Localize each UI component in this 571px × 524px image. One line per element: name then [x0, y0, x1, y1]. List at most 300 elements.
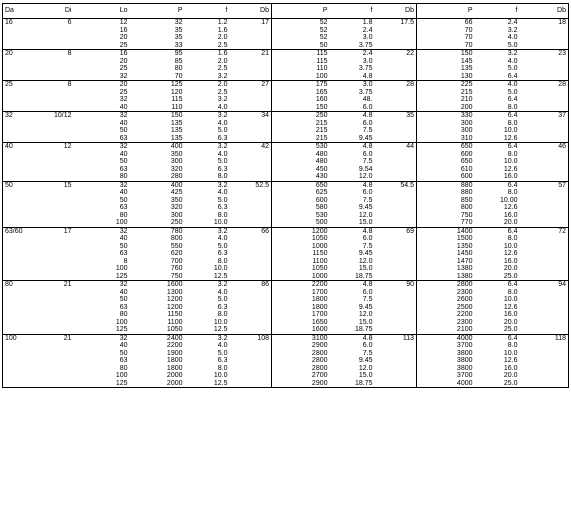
- cell-p3: [417, 181, 475, 227]
- cell-f3: [475, 334, 520, 388]
- cell-f3-value: 4.0: [507, 81, 518, 88]
- cell-f2-value: 9.45: [358, 204, 373, 211]
- cell-lo-value: 125: [115, 379, 128, 387]
- cell-f1-value: 8.0: [217, 211, 228, 219]
- spring-data-table: [2, 3, 569, 388]
- cell-di: [43, 143, 74, 182]
- cell-p2: [272, 19, 330, 50]
- cell-f1-value: 1.6: [217, 26, 228, 34]
- cell-p2-value: 530: [315, 143, 328, 150]
- cell-p1-value: 35: [174, 34, 183, 41]
- cell-db2-value: 90: [406, 281, 414, 288]
- cell-f2-value: 6.0: [362, 103, 373, 111]
- cell-lo-value: 63: [119, 250, 128, 257]
- cell-db2: [375, 143, 417, 182]
- cell-lo-value: 50: [119, 127, 128, 134]
- cell-p1-value: 1200: [166, 296, 183, 303]
- cell-p1-value: 135: [170, 127, 183, 134]
- cell-p1-value: 85: [174, 57, 183, 65]
- table-row-group: [3, 143, 569, 182]
- cell-db2-value: 17.5: [400, 19, 414, 26]
- cell-p3-value: 650: [460, 158, 473, 165]
- cell-p3-value: 3800: [456, 349, 473, 357]
- cell-p1-value: 95: [174, 50, 183, 57]
- cell-da: [3, 112, 43, 143]
- cell-lo: [74, 19, 130, 50]
- cell-f1-value: 3.2: [217, 281, 228, 288]
- cell-p3-value: 1450: [456, 250, 473, 257]
- cell-di-value: 10/12: [53, 112, 72, 119]
- cell-db2-value: 28: [406, 81, 414, 88]
- cell-f1-value: 6.3: [217, 204, 228, 211]
- cell-f1: [185, 19, 230, 50]
- cell-p2-value: 115: [316, 50, 328, 57]
- cell-lo-value: 80: [119, 211, 128, 219]
- cell-f2-value: 6.0: [362, 288, 373, 296]
- cell-f1-value: 8.0: [217, 364, 228, 372]
- cell-f3-value: 10.0: [503, 349, 518, 357]
- header-di: Di: [43, 4, 74, 19]
- cell-p1-value: 2000: [166, 372, 183, 379]
- cell-f1: [185, 81, 230, 112]
- cell-p2-value: 52: [319, 26, 328, 34]
- cell-p1-value: 320: [170, 204, 183, 211]
- cell-f3-value: 10.0: [503, 158, 518, 165]
- cell-db2: [375, 19, 417, 50]
- cell-f2-value: 2.4: [362, 50, 373, 57]
- cell-p1-value: 800: [170, 235, 183, 242]
- cell-f3-value: 8.0: [507, 342, 518, 349]
- cell-f3-value: 12.6: [503, 204, 518, 211]
- cell-p2-value: 2800: [311, 357, 328, 364]
- cell-p2-value: 2900: [311, 342, 328, 349]
- cell-lo-value: 32: [119, 181, 128, 189]
- cell-f2-value: 9.54: [358, 165, 373, 173]
- cell-di-value: 15: [63, 181, 72, 189]
- cell-p1-value: 70: [174, 72, 183, 80]
- cell-p2-value: 600: [315, 196, 328, 204]
- cell-lo: [74, 143, 130, 182]
- cell-f3-value: 6.4: [507, 143, 518, 150]
- cell-f2-value: 7.5: [362, 127, 373, 134]
- cell-p3-value: 210: [460, 96, 473, 103]
- cell-f1-value: 2.0: [217, 34, 228, 41]
- cell-p3-value: 2600: [456, 296, 473, 303]
- cell-f1-value: 2.5: [217, 65, 228, 72]
- cell-f3-value: 6.4: [507, 96, 518, 103]
- cell-p1-value: 1800: [166, 357, 183, 364]
- cell-di: [43, 334, 74, 388]
- cell-p3-value: 880: [460, 181, 473, 189]
- cell-di-value: 12: [63, 143, 72, 150]
- cell-db1: [230, 334, 272, 388]
- cell-lo-value: 125: [115, 326, 128, 333]
- cell-f2-value: 4.8: [362, 72, 373, 80]
- cell-f2-value: 12.0: [358, 173, 373, 180]
- cell-p1-value: 250: [170, 219, 183, 226]
- cell-f3-value: 10.0: [503, 296, 518, 303]
- cell-p2-value: 2200: [311, 281, 328, 288]
- header-db1: Db: [230, 4, 272, 19]
- cell-p3-value: 1400: [456, 227, 473, 235]
- cell-p3-value: 1470: [456, 257, 473, 265]
- cell-f2-value: 7.5: [362, 296, 373, 303]
- cell-db2: [375, 181, 417, 227]
- cell-p1-value: 32: [174, 19, 183, 26]
- cell-p3-value: 300: [460, 119, 473, 127]
- cell-p1-value: 400: [170, 143, 183, 150]
- cell-p2-value: 1000: [311, 272, 328, 280]
- cell-db2-value: 54.5: [400, 181, 414, 189]
- cell-f1-value: 2.0: [217, 81, 228, 88]
- cell-p1-value: 1600: [166, 281, 183, 288]
- cell-p3-value: 215: [460, 88, 473, 96]
- cell-p2-value: 100: [315, 72, 328, 80]
- cell-f1: [185, 112, 230, 143]
- cell-f3-value: 25.0: [503, 379, 518, 387]
- cell-lo-value: 40: [119, 119, 128, 127]
- cell-p3: [417, 112, 475, 143]
- cell-p1: [130, 19, 185, 50]
- cell-p2-value: 215: [315, 127, 328, 134]
- cell-p1-value: 300: [170, 211, 183, 219]
- cell-p2: [272, 281, 330, 335]
- cell-p3-value: 2300: [456, 318, 473, 326]
- cell-lo-value: 63: [119, 165, 128, 173]
- cell-lo-value: 63: [119, 303, 128, 311]
- cell-f1-value: 10.0: [213, 219, 228, 226]
- cell-p3: [417, 281, 475, 335]
- cell-lo-value: 32: [119, 96, 128, 103]
- cell-p2-value: 215: [315, 119, 328, 127]
- cell-f2-value: 12.0: [358, 364, 373, 372]
- cell-db1: [230, 19, 272, 50]
- cell-lo-value: 50: [119, 158, 128, 165]
- cell-p2-value: 480: [315, 150, 328, 158]
- cell-lo-value: 32: [119, 334, 128, 342]
- cell-p1: [130, 181, 185, 227]
- cell-f1-value: 12.5: [213, 272, 228, 280]
- cell-lo-value: 50: [119, 296, 128, 303]
- cell-db2-value: 22: [406, 50, 414, 57]
- cell-da-value: 80: [5, 281, 13, 288]
- cell-lo-value: 25: [119, 88, 128, 96]
- cell-db1-value: 52.5: [255, 181, 269, 189]
- cell-lo-value: 63: [119, 134, 128, 142]
- cell-f1-value: 5.0: [217, 158, 228, 165]
- cell-lo-value: 20: [119, 57, 128, 65]
- cell-lo-value: 40: [119, 342, 128, 349]
- cell-f2: [330, 281, 375, 335]
- cell-p3-value: 1500: [456, 235, 473, 242]
- header-f1: f: [185, 4, 230, 19]
- cell-p2-value: 2800: [311, 364, 328, 372]
- cell-p2-value: 625: [315, 189, 328, 196]
- cell-p1-value: 350: [170, 150, 183, 158]
- cell-p2-value: 160: [315, 96, 328, 103]
- cell-f3-value: 20.0: [503, 318, 518, 326]
- cell-db3-value: 118: [554, 334, 566, 342]
- cell-p2: [272, 81, 330, 112]
- cell-f3-value: 10.0: [503, 242, 518, 250]
- cell-p2-value: 1100: [312, 257, 328, 265]
- cell-f3-value: 6.4: [507, 181, 518, 189]
- cell-p3-value: 330: [460, 112, 473, 119]
- cell-f3-value: 4.0: [507, 57, 518, 65]
- cell-lo: [74, 81, 130, 112]
- cell-f1-value: 8.0: [217, 173, 228, 180]
- cell-p1-value: 620: [170, 250, 183, 257]
- cell-p1-value: 300: [170, 158, 183, 165]
- cell-db3: [520, 112, 569, 143]
- cell-p1: [130, 281, 185, 335]
- cell-da: [3, 81, 43, 112]
- cell-f1-value: 4.0: [217, 189, 228, 196]
- cell-lo-value: 32: [119, 227, 128, 235]
- cell-f2-value: 9.45: [358, 357, 373, 364]
- cell-p2-value: 1700: [311, 288, 328, 296]
- cell-f1: [185, 334, 230, 388]
- cell-db3: [520, 143, 569, 182]
- cell-p3-value: 130: [460, 72, 473, 80]
- cell-f1-value: 8.0: [217, 311, 228, 318]
- cell-f3-value: 12.6: [503, 250, 518, 257]
- cell-f2-value: 9.45: [358, 134, 373, 142]
- cell-lo-value: 63: [119, 357, 128, 364]
- cell-p2-value: 175: [315, 81, 328, 88]
- cell-da: [3, 281, 43, 335]
- cell-p3-value: 145: [460, 57, 473, 65]
- cell-p3-value: 225: [460, 81, 473, 88]
- cell-p3-value: 70: [464, 34, 473, 41]
- cell-f2: [330, 227, 375, 281]
- cell-lo-value: 20: [119, 81, 128, 88]
- cell-p2-value: 2700: [311, 372, 328, 379]
- cell-db1-value: 27: [261, 81, 269, 88]
- cell-p2: [272, 334, 330, 388]
- cell-f3-value: 8.0: [507, 103, 518, 111]
- cell-f2-value: 12.0: [358, 211, 373, 219]
- header-db3: Db: [520, 4, 569, 19]
- cell-lo-value: 32: [119, 112, 128, 119]
- cell-p1-value: 115: [171, 96, 183, 103]
- cell-lo-value: 12: [119, 19, 128, 26]
- cell-f1-value: 5.0: [217, 127, 228, 134]
- cell-f1-value: 3.2: [217, 96, 228, 103]
- cell-di: [43, 181, 74, 227]
- cell-f1: [185, 181, 230, 227]
- cell-p3-value: 800: [460, 204, 473, 211]
- cell-db2: [375, 50, 417, 81]
- cell-lo-value: 80: [119, 311, 128, 318]
- cell-db3-value: 23: [558, 50, 566, 57]
- cell-p1-value: 1800: [166, 364, 183, 372]
- cell-p2: [272, 227, 330, 281]
- cell-lo-value: 100: [115, 219, 128, 226]
- cell-db2-value: 44: [406, 143, 414, 150]
- cell-f2-value: 6.0: [362, 235, 373, 242]
- cell-lo-value: 80: [119, 173, 128, 180]
- table-row-group: [3, 181, 569, 227]
- cell-p1-value: 35: [174, 26, 183, 34]
- header-p2: P: [272, 4, 330, 19]
- cell-f2-value: 1.8: [362, 19, 373, 26]
- cell-db3-value: 18: [558, 19, 566, 26]
- cell-p2-value: 1800: [311, 296, 328, 303]
- cell-f3-value: 12.6: [503, 134, 518, 142]
- cell-da-value: 100: [5, 334, 17, 342]
- cell-p2-value: 250: [315, 112, 328, 119]
- cell-p3: [417, 81, 475, 112]
- cell-f3-value: 5.0: [507, 65, 518, 72]
- cell-lo-value: 40: [119, 288, 128, 296]
- cell-f1-value: 4.0: [217, 150, 228, 158]
- cell-db1-value: 86: [261, 281, 269, 288]
- cell-f1-value: 3.2: [217, 72, 228, 80]
- cell-db3-value: 28: [558, 81, 566, 88]
- cell-db1: [230, 112, 272, 143]
- cell-p2-value: 1000: [311, 242, 328, 250]
- cell-f1-value: 3.2: [217, 181, 228, 189]
- cell-p3-value: 1380: [456, 265, 473, 272]
- cell-db3: [520, 227, 569, 281]
- cell-p1-value: 1150: [167, 311, 183, 318]
- header-p1: P: [130, 4, 185, 19]
- cell-di-value: 8: [67, 50, 72, 57]
- cell-p1-value: 780: [170, 227, 183, 235]
- cell-lo-value: 50: [119, 242, 128, 250]
- cell-f3-value: 3.2: [507, 26, 518, 34]
- cell-p2-value: 1150: [312, 250, 328, 257]
- cell-p2-value: 1700: [311, 311, 328, 318]
- cell-da: [3, 50, 43, 81]
- cell-p2: [272, 143, 330, 182]
- cell-p1-value: 1200: [166, 303, 183, 311]
- cell-p2-value: 1650: [311, 318, 328, 326]
- cell-da: [3, 143, 43, 182]
- cell-da: [3, 334, 43, 388]
- cell-f3-value: 20.0: [503, 219, 518, 226]
- cell-f2-value: 4.8: [362, 143, 373, 150]
- cell-p1: [130, 143, 185, 182]
- cell-f2-value: 4.8: [362, 112, 373, 119]
- cell-f1-value: 12.5: [213, 326, 228, 333]
- cell-f3-value: 12.6: [503, 357, 518, 364]
- cell-da: [3, 19, 43, 50]
- cell-p3-value: 3800: [456, 364, 473, 372]
- cell-f1-value: 2.5: [217, 41, 228, 49]
- cell-f3-value: 6.4: [507, 112, 518, 119]
- cell-f1: [185, 50, 230, 81]
- cell-p3-value: 1350: [456, 242, 473, 250]
- cell-p1-value: 1300: [166, 288, 183, 296]
- cell-p1: [130, 50, 185, 81]
- cell-p1-value: 1900: [166, 349, 183, 357]
- cell-f2-value: 15.0: [358, 318, 373, 326]
- cell-f1-value: 4.0: [217, 235, 228, 242]
- cell-f1-value: 6.3: [217, 303, 228, 311]
- cell-lo-value: 40: [119, 189, 128, 196]
- cell-f3: [475, 112, 520, 143]
- cell-p2-value: 530: [315, 211, 328, 219]
- cell-db1-value: 42: [261, 143, 269, 150]
- cell-f1-value: 2.0: [217, 57, 228, 65]
- cell-lo: [74, 334, 130, 388]
- cell-lo-value: 32: [119, 72, 128, 80]
- cell-f2: [330, 181, 375, 227]
- cell-lo-value: 100: [115, 265, 128, 272]
- cell-p3: [417, 334, 475, 388]
- cell-f1-value: 4.0: [217, 342, 228, 349]
- cell-f3: [475, 81, 520, 112]
- cell-p2-value: 500: [315, 219, 328, 226]
- header-p3: P: [417, 4, 475, 19]
- cell-f3: [475, 281, 520, 335]
- cell-f2-value: 6.0: [362, 342, 373, 349]
- cell-f2: [330, 112, 375, 143]
- cell-p1-value: 135: [170, 119, 183, 127]
- cell-f2: [330, 50, 375, 81]
- cell-lo-value: 32: [119, 143, 128, 150]
- cell-f2: [330, 81, 375, 112]
- cell-db1: [230, 281, 272, 335]
- cell-da-value: 20: [5, 50, 13, 57]
- cell-f1-value: 5.0: [217, 242, 228, 250]
- cell-p2: [272, 181, 330, 227]
- cell-lo-value: 40: [119, 150, 128, 158]
- cell-f2-value: 6.0: [362, 189, 373, 196]
- cell-f2-value: 3.0: [362, 57, 373, 65]
- cell-p3-value: 70: [464, 26, 473, 34]
- cell-f3-value: 4.0: [507, 34, 518, 41]
- cell-lo-value: 40: [119, 103, 128, 111]
- cell-f3: [475, 19, 520, 50]
- cell-p1-value: 750: [170, 272, 183, 280]
- cell-da-value: 32: [5, 112, 13, 119]
- cell-f2-value: 3.75: [358, 88, 373, 96]
- cell-lo-value: 80: [119, 364, 128, 372]
- cell-da-value: 16: [5, 19, 13, 26]
- cell-da: [3, 181, 43, 227]
- header-da: Da: [3, 4, 43, 19]
- cell-p3-value: 2800: [456, 281, 473, 288]
- table-row-group: [3, 334, 569, 388]
- cell-lo-value: 25: [119, 41, 128, 49]
- cell-f3-value: 25.0: [503, 326, 518, 333]
- cell-f1: [185, 143, 230, 182]
- cell-f2-value: 18.75: [354, 326, 373, 333]
- cell-f1-value: 3.2: [217, 334, 228, 342]
- cell-f3-value: 6.4: [507, 227, 518, 235]
- cell-lo-value: 16: [119, 50, 128, 57]
- cell-f3-value: 12.6: [503, 303, 518, 311]
- cell-p1: [130, 334, 185, 388]
- cell-f3: [475, 50, 520, 81]
- spring-data-table-sheet: [2, 3, 568, 522]
- cell-db1-value: 66: [261, 227, 269, 235]
- cell-f1-value: 6.3: [217, 165, 228, 173]
- cell-p2-value: 480: [315, 158, 328, 165]
- cell-f3: [475, 143, 520, 182]
- cell-p2-value: 3100: [311, 334, 328, 342]
- cell-lo-value: 32: [119, 281, 128, 288]
- cell-f3-value: 3.2: [507, 50, 518, 57]
- cell-p3-value: 770: [460, 219, 473, 226]
- cell-f2-value: 3.75: [358, 65, 373, 72]
- cell-db3-value: 57: [558, 181, 566, 189]
- cell-f2-value: 3.75: [358, 41, 373, 49]
- cell-p3-value: 3800: [456, 357, 473, 364]
